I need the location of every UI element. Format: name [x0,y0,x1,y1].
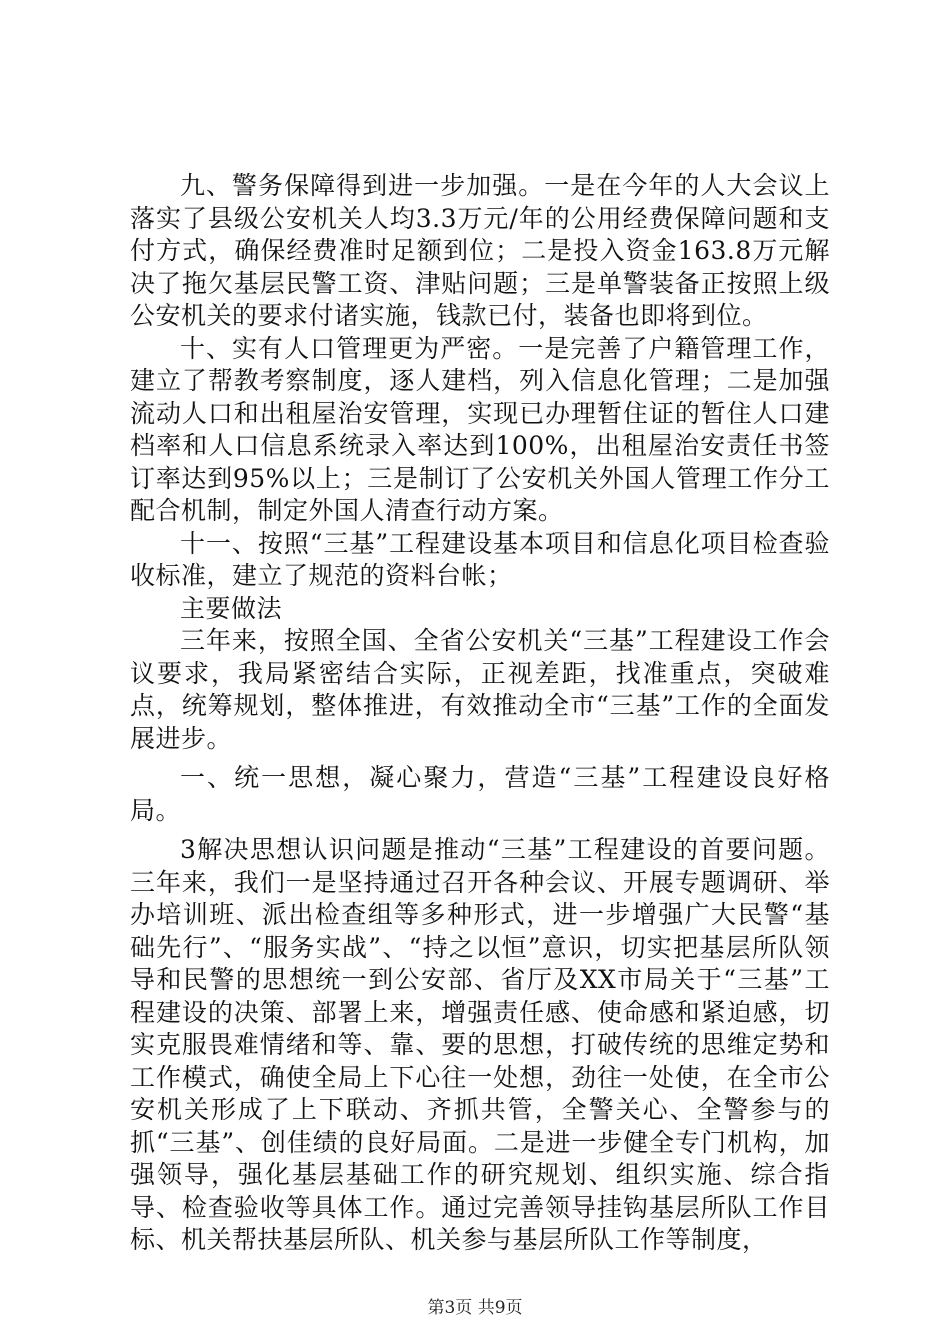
paragraph-police-support: 九、警务保障得到进一步加强。一是在今年的人大会议上落实了县级公安机关人均3.3万元/年的公用经费保障问题和支付方式，确保经费准时足额到位；二是投入资金163.8万元解决了拖欠基层民警工资、津贴问题；三是单警装备正按照上级公安机关的要求付诸实施，钱款已付，装备也即将到位。 [130,171,830,330]
page-number-footer: 第3页 共9页 [427,1298,523,1318]
section-heading-main-practices: 主要做法 [180,593,283,623]
document-body [130,170,830,1257]
paragraph-unify-thinking-heading: 一、统一思想，凝心聚力，营造“三基”工程建设良好格局。 [130,763,830,825]
paragraph-population-management: 十、实有人口管理更为严密。一是完善了户籍管理工作，建立了帮教考察制度，逐人建档，列入信息化管理；二是加强流动人口和出租屋治安管理，实现已办理暂住证的暂住人口建档率和人口信息系统录入率达到100%，出租屋治安责任书签订率达到95%以上；三是制订了公安机关外国人管理工作分工配合机制，制定外国人清查行动方案。 [130,333,830,525]
paragraph-three-years-overview: 三年来，按照全国、全省公安机关“三基”工程建设工作会议要求，我局紧密结合实际，正视差距，找准重点，突破难点，统筹规划，整体推进，有效推动全市“三基”工作的全面发展进步。 [130,626,830,753]
paragraph-thinking-details: 3解决思想认识问题是推动“三基”工程建设的首要问题。三年来，我们一是坚持通过召开各种会议、开展专题调研、举办培训班、派出检查组等多种形式，进一步增强广大民警“基础先行”、“服务实战”、“持之以恒”意识，切实把基层所队领导和民警的思想统一到公安部、省厅及XX市局关于“三基”工程建设的决策、部署上来，增强责任感、使命感和紧迫感，切实克服畏难情绪和等、靠、要的思想，打破传统的思维定势和工作模式，确使全局上下心往一处想，劲往一处使，在全市公安机关形成了上下联动、齐抓共管，全警关心、全警参与的抓“三基”、创佳绩的良好局面。二是进一步健全专门机构，加强领导，强化基层基础工作的研究规划、组织实施、综合指导、检查验收等具体工作。通过完善领导挂钩基层所队工作目标、机关帮扶基层所队、机关参与基层所队工作等制度， [130,835,830,1254]
paragraph-records-standard: 十一、按照“三基”工程建设基本项目和信息化项目检查验收标准，建立了规范的资料台帐； [130,528,830,590]
